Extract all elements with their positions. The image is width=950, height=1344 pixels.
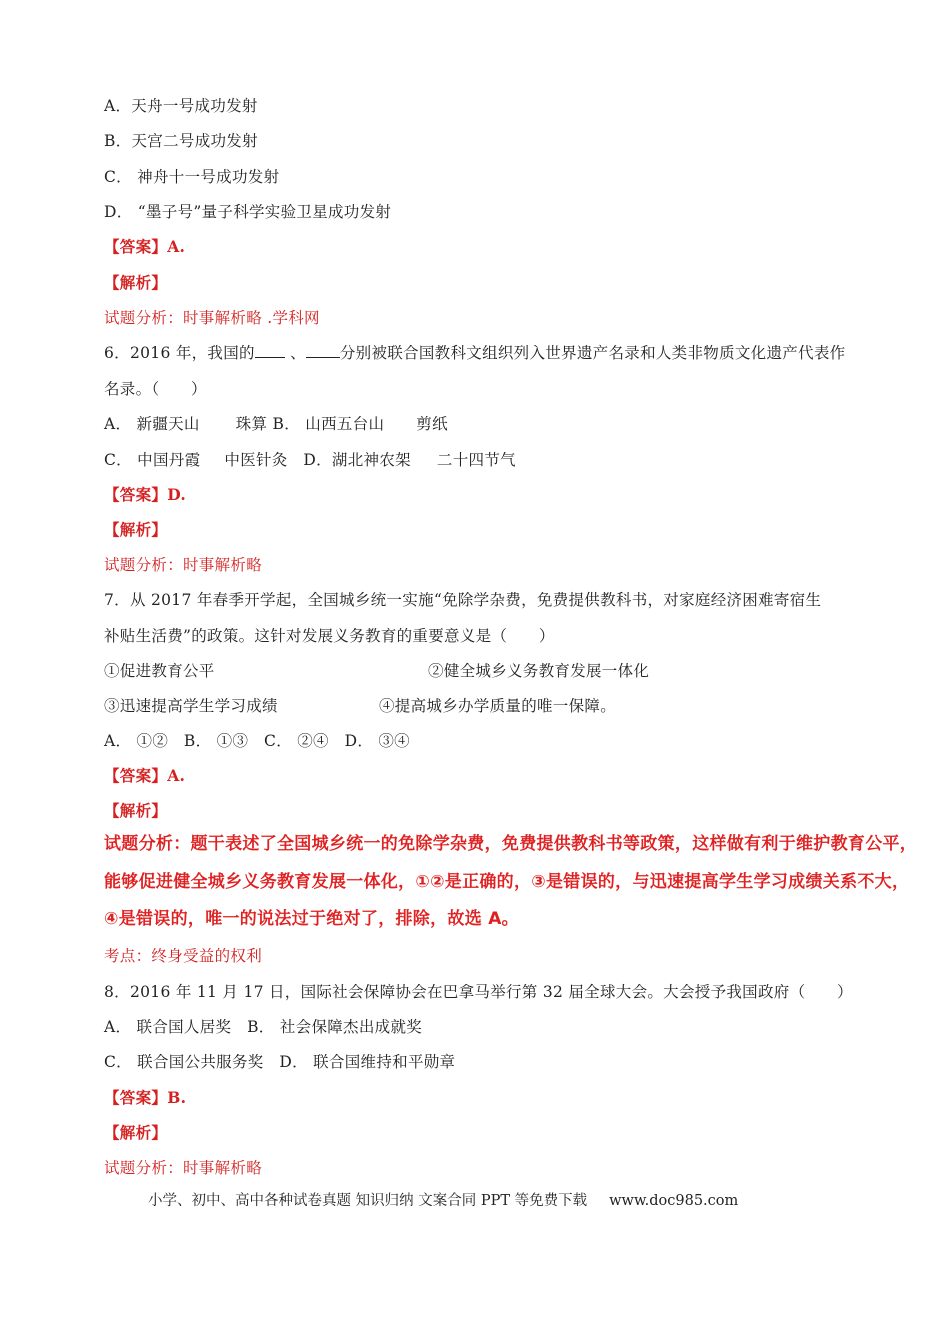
q6-option-c: C． 中国丹霞 bbox=[104, 451, 201, 469]
q5-analysis: 试题分析：时事解析略 .学科网 bbox=[104, 309, 320, 327]
q6-stem-part-c: 分别被联合国教科文组织列入世界遗产名录和人类非物质文化遗产代表作 bbox=[339, 344, 846, 362]
q5-option-d: D． “墨子号”量子科学实验卫星成功发射 bbox=[104, 203, 392, 221]
q8-answer: 【答案】B. bbox=[104, 1088, 187, 1107]
q6-stem-line2: 名录。（ ） bbox=[104, 380, 207, 398]
q6-analysis: 试题分析：时事解析略 bbox=[104, 556, 263, 574]
q8-options-cd: C． 联合国公共服务奖 D． 联合国维持和平勋章 bbox=[104, 1053, 456, 1071]
q6-options-cd bbox=[104, 449, 516, 471]
q7-item-2: ②健全城乡义务教育发展一体化 bbox=[428, 662, 650, 680]
q7-analysis-line3: ④是错误的，唯一的说法过于绝对了，排除，故选 A。 bbox=[104, 909, 519, 929]
q7-items-12 bbox=[104, 660, 650, 682]
q7-item-1: ①促进教育公平 bbox=[104, 662, 215, 680]
q6-answer: 【答案】D. bbox=[104, 485, 187, 504]
q7-analysis-line2: 能够促进健全城乡义务教育发展一体化，①②是正确的，③是错误的，与迅速提高学生学习成绩关系不大， bbox=[104, 872, 910, 892]
q7-item-4: ④提高城乡办学质量的唯一保障。 bbox=[379, 697, 617, 715]
q7-answer: 【答案】A. bbox=[104, 766, 186, 785]
q7-stem-line1: 7．从 2017 年春季开学起，全国城乡统一实施“免除学杂费，免费提供教科书，对家庭经济困难寄宿生 bbox=[104, 591, 822, 609]
q8-stem: 8．2016 年 11 月 17 日，国际社会保障协会在巴拿马举行第 32 届全球大会。大会授予我国政府（ ） bbox=[104, 983, 853, 1001]
q8-analysis-label: 【解析】 bbox=[104, 1123, 168, 1142]
q7-items-34 bbox=[104, 695, 617, 717]
q8-options-ab: A． 联合国人居奖 B． 社会保障杰出成就奖 bbox=[104, 1018, 423, 1036]
q5-option-c: C． 神舟十一号成功发射 bbox=[104, 168, 280, 186]
q6-blank-2 bbox=[306, 342, 340, 358]
page-footer bbox=[148, 1190, 738, 1212]
footer-url[interactable]: www.doc985.com bbox=[609, 1193, 739, 1209]
q5-option-a: A．天舟一号成功发射 bbox=[104, 97, 258, 115]
q7-stem-line2: 补贴生活费”的政策。这针对发展义务教育的重要意义是（ ） bbox=[104, 627, 555, 645]
q7-analysis-label: 【解析】 bbox=[104, 801, 168, 820]
q6-stem-line1 bbox=[104, 342, 845, 364]
q6-option-b: 珠算 B． 山西五台山 bbox=[235, 415, 385, 433]
q5-answer: 【答案】A. bbox=[104, 237, 186, 256]
q6-option-d-tail: 二十四节气 bbox=[436, 451, 516, 469]
q5-option-b: B．天宫二号成功发射 bbox=[104, 132, 258, 150]
q6-options-ab bbox=[104, 413, 448, 435]
q6-option-a: A． 新疆天山 bbox=[104, 415, 200, 433]
q6-stem-part-b: 、 bbox=[284, 344, 306, 362]
q5-analysis-label: 【解析】 bbox=[104, 273, 168, 292]
footer-text: 小学、初中、高中各种试卷真题 知识归纳 文案合同 PPT 等免费下载 bbox=[148, 1193, 588, 1209]
q6-blank-1 bbox=[255, 342, 285, 358]
q6-option-d: 中医针灸 D．湖北神农架 bbox=[224, 451, 411, 469]
q6-option-b-tail: 剪纸 bbox=[416, 415, 448, 433]
q6-analysis-label: 【解析】 bbox=[104, 520, 168, 539]
q7-analysis-line1: 试题分析：题干表述了全国城乡统一的免除学杂费，免费提供教科书等政策，这样做有利于维护教育公平， bbox=[104, 834, 918, 854]
q6-stem-part-a: 6．2016 年，我国的 bbox=[104, 344, 255, 362]
q7-knowledge-point: 考点：终身受益的权利 bbox=[104, 947, 263, 965]
q7-item-3: ③迅速提高学生学习成绩 bbox=[104, 697, 278, 715]
q7-options: A． ①② B． ①③ C． ②④ D． ③④ bbox=[104, 732, 410, 750]
q8-analysis: 试题分析：时事解析略 bbox=[104, 1159, 263, 1177]
